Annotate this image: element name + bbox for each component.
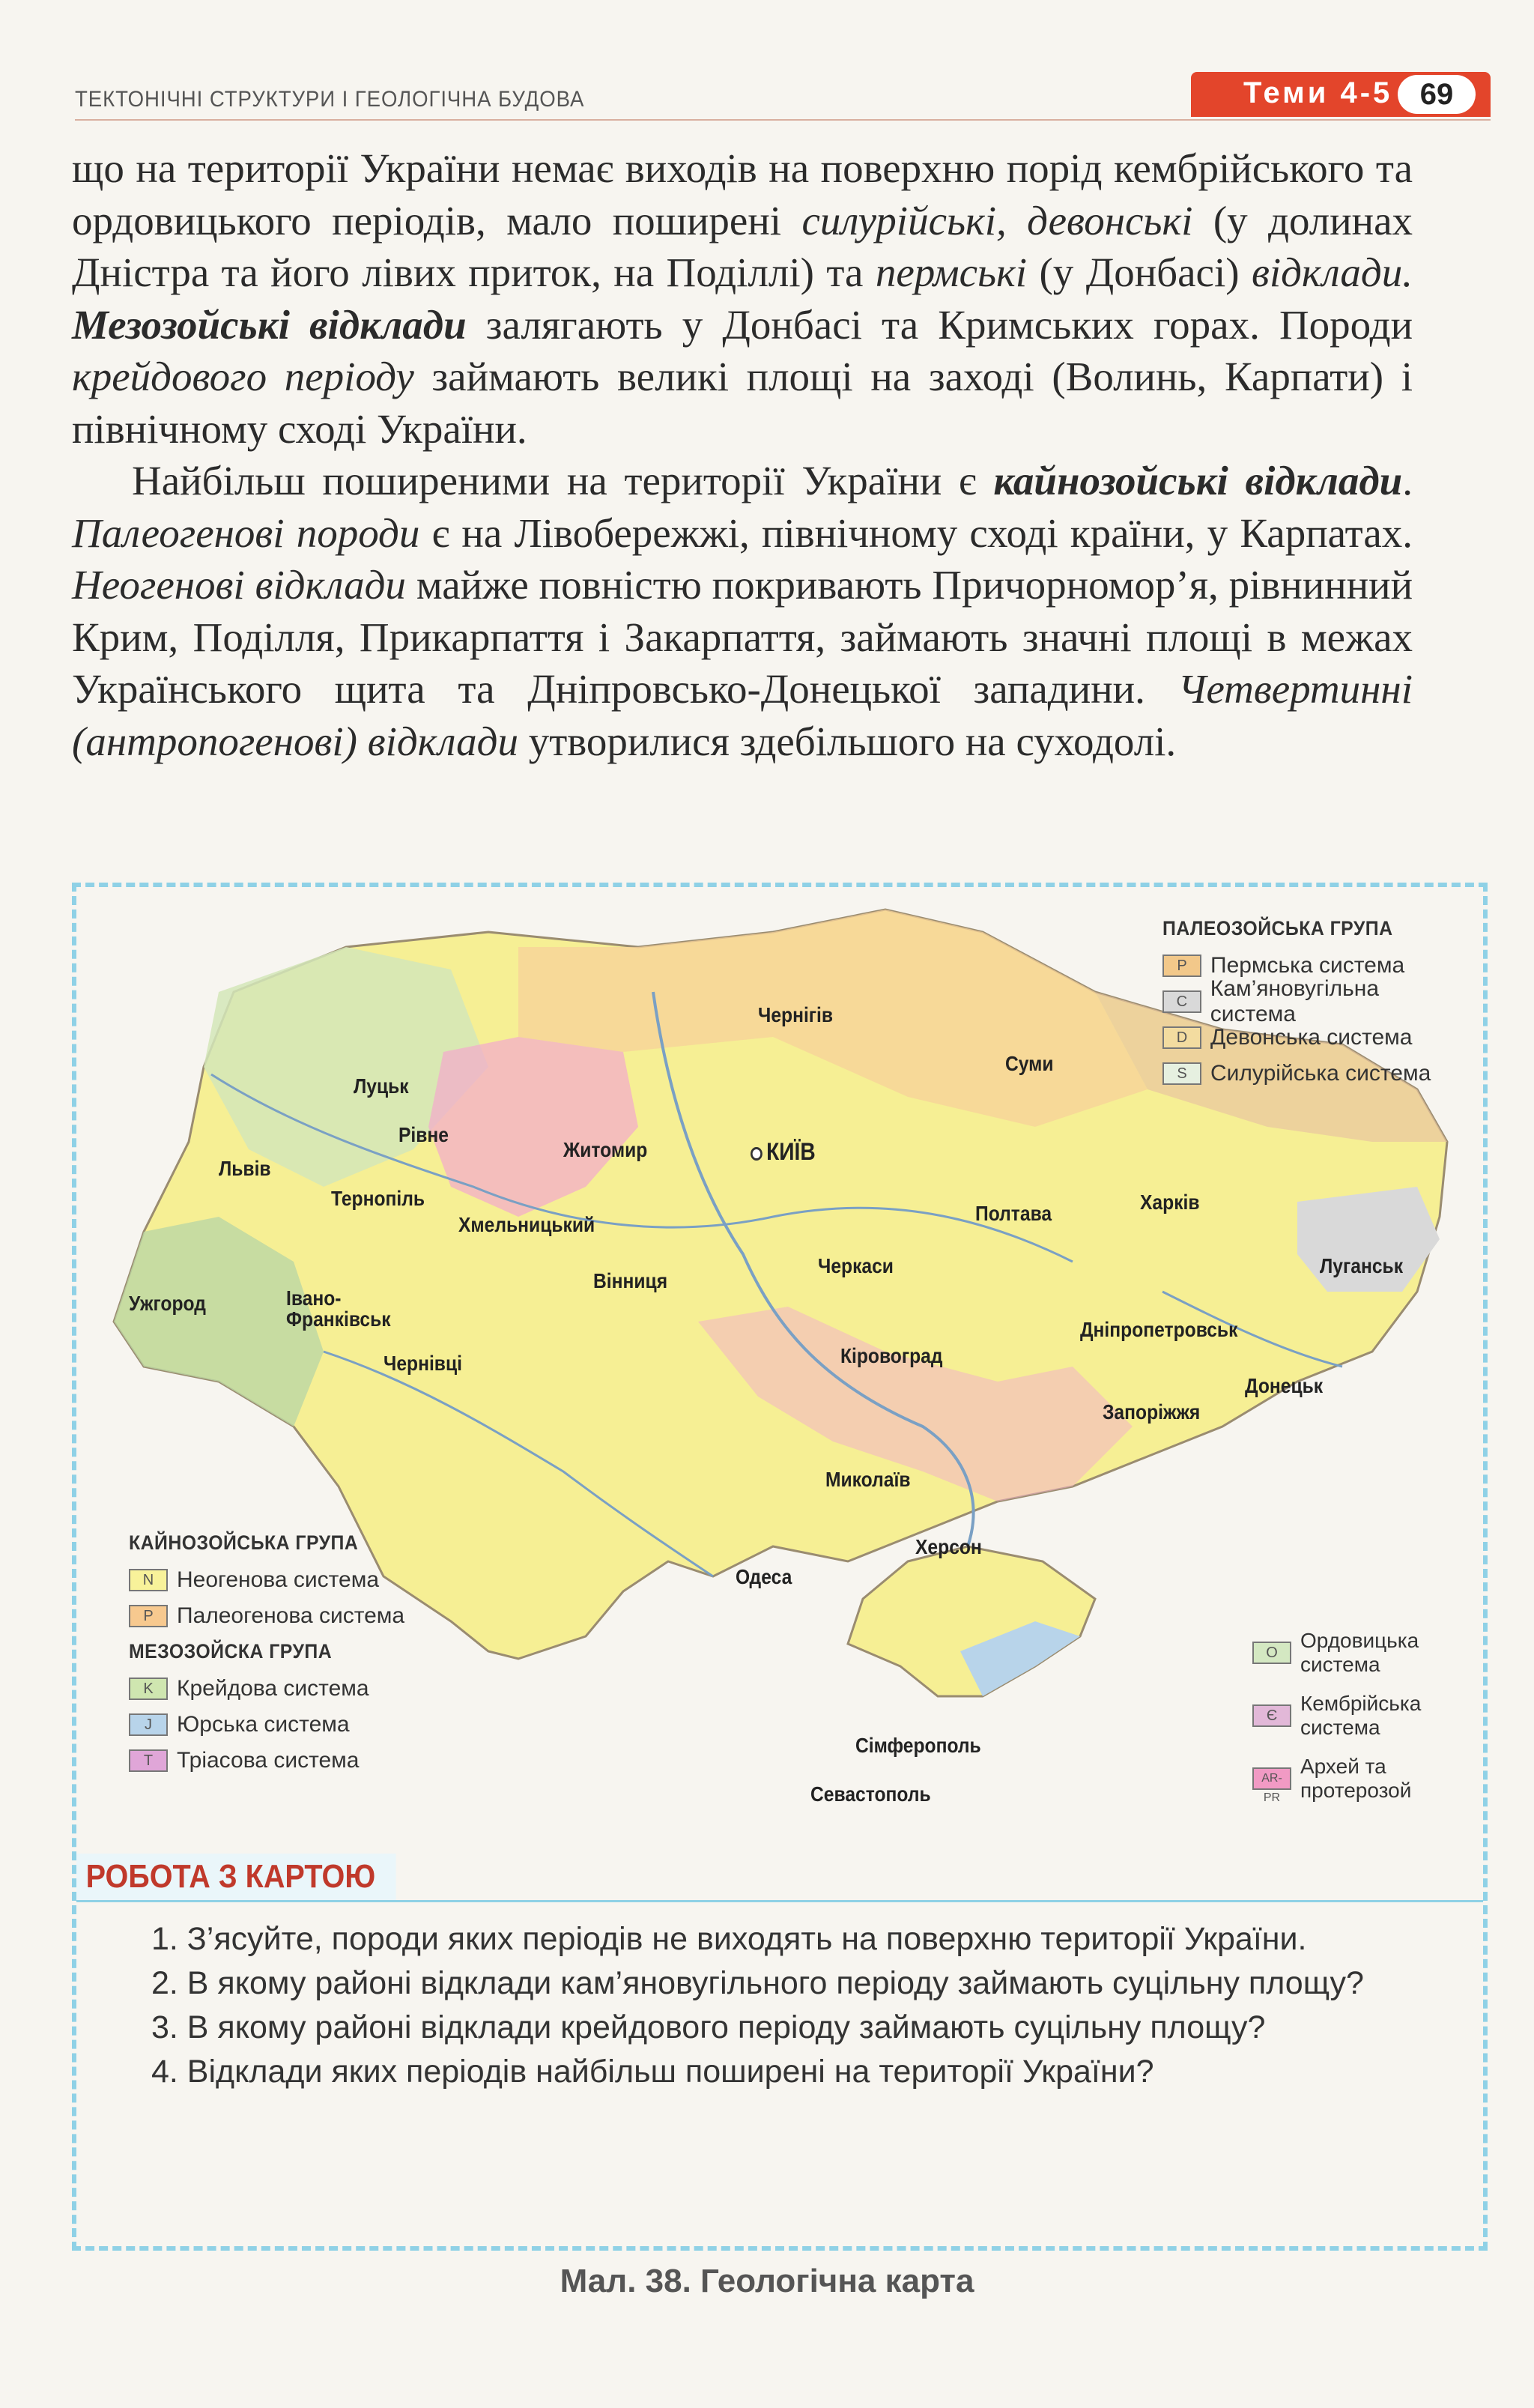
city-label: КИЇВ [751, 1138, 816, 1166]
paragraph-1: що на території України немає виходів на поверхню порід кембрійського та ордовицького періодів, мало поширені силурійські, девонські (у долинах Дністра та його лівих приток, на Поділлі) та пермські (у Донбасі) відклади. Мезозойські відклади залягають у Донбасі та Кримських горах. Породи крейдового періоду займають великі площі на заході (Волинь, Карпати) і північному сході України. [72, 145, 1413, 452]
city-label: Херсон [915, 1535, 982, 1558]
city-label: Хмельницький [458, 1213, 595, 1236]
city-label: Полтава [975, 1202, 1052, 1225]
legend-swatch: K [129, 1678, 168, 1700]
running-title: ТЕКТОНІЧНІ СТРУКТУРИ І ГЕОЛОГІЧНА БУДОВА [75, 87, 585, 112]
city-label: Кіровоград [840, 1344, 943, 1367]
city-label: Чернігів [758, 1003, 834, 1026]
legend-item: C Кам’яновугільна система [1162, 984, 1470, 1020]
legend-item: T Тріасова система [129, 1743, 404, 1779]
header-rule [75, 119, 1491, 121]
city-label: Тернопіль [331, 1187, 425, 1210]
topic-tab [1191, 72, 1491, 117]
legend-item: AR-PR Архей та протерозой [1252, 1747, 1462, 1810]
legend-title: ПАЛЕОЗОЙСЬКА ГРУПА [1162, 917, 1393, 940]
legend-swatch: P [1162, 955, 1201, 977]
city-label: Донецьк [1245, 1374, 1324, 1397]
city-label: Сімферополь [855, 1734, 981, 1757]
legend-swatch: O [1252, 1642, 1291, 1664]
city-label: Запоріжжя [1103, 1400, 1201, 1424]
map-questions [151, 1917, 1425, 2094]
city-label: Вінниця [593, 1269, 668, 1292]
page-header [75, 72, 1491, 124]
question-1: 1. З’ясуйте, породи яких періодів не виходять на поверхню території України. [151, 1921, 1307, 1957]
capital-marker [751, 1147, 763, 1161]
city-label: Миколаїв [825, 1468, 911, 1491]
question-3: 3. В якому районі відклади крейдового періоду займають суцільну площу? [151, 2009, 1266, 2045]
figure-caption: Мал. 38. Геологічна карта [560, 2263, 974, 2299]
city-label: Луганськ [1320, 1254, 1404, 1277]
city-label: Харків [1140, 1191, 1200, 1214]
legend-swatch: N [129, 1569, 168, 1591]
legend-title: КАЙНОЗОЙСЬКА ГРУПА [129, 1531, 359, 1554]
geological-map [99, 902, 1470, 1846]
city-label: Одеса [736, 1565, 792, 1588]
city-label: Івано-Франківськ [286, 1286, 391, 1331]
legend-item: K Крейдова система [129, 1671, 404, 1707]
question-4: 4. Відклади яких періодів найбільш поширені на території України? [151, 2054, 1154, 2090]
city-label: Луцьк [354, 1074, 409, 1098]
city-label: Суми [1005, 1052, 1054, 1075]
legend-item: S Силурійська система [1162, 1056, 1470, 1092]
legend-cenozoic [129, 1531, 404, 1779]
legend-swatch: J [129, 1713, 168, 1736]
legend-item: N Неогенова система [129, 1562, 404, 1598]
city-label: Житомир [563, 1138, 648, 1161]
city-label: Черкаси [818, 1254, 894, 1277]
paragraph-2: Найбільш поширеними на території України є кайнозойські відклади. Палеогенові породи є на Лівобережжі, північному сході країни, у Карпатах. Неогенові відклади майже повністю покривають Причорномор’я, рівнинний Крим, Поділля, Прикарпаття і Закарпаття, займають значні площі в межах Українського щита та Дніпровсько-Донецької западини. Четвертинні (антропогенові) відклади утворилися здебільшого на суходолі. [72, 458, 1413, 764]
legend-item: J Юрська система [129, 1707, 404, 1743]
legend-item: P Пермська система [1162, 948, 1470, 984]
city-label: Львів [219, 1157, 271, 1180]
legend-swatch: Є [1252, 1704, 1291, 1727]
legend-item: P Палеогенова система [129, 1598, 404, 1634]
legend-other [1252, 1621, 1462, 1810]
city-label: Чернівці [384, 1352, 462, 1375]
map-work-rule [76, 1900, 1483, 1902]
legend-swatch: C [1162, 990, 1201, 1013]
legend-item: D Девонська система [1162, 1020, 1470, 1056]
legend-swatch: T [129, 1749, 168, 1772]
legend-paleozoic [1162, 917, 1470, 1092]
city-label: Рівне [398, 1123, 449, 1146]
city-label: Ужгород [129, 1292, 206, 1315]
legend-item: Є Кембрійська система [1252, 1684, 1462, 1747]
page-number: 69 [1398, 75, 1476, 114]
city-label: Севастополь [810, 1782, 931, 1806]
legend-swatch: D [1162, 1026, 1201, 1049]
legend-item: O Ордовицька система [1252, 1621, 1462, 1684]
legend-swatch: P [129, 1605, 168, 1627]
legend-title: МЕЗОЗОЙСКА ГРУПА [129, 1640, 333, 1663]
city-label: Дніпропетровськ [1080, 1318, 1238, 1341]
topic-label: Теми 4-5 [1243, 76, 1393, 109]
map-work-title: РОБОТА З КАРТОЮ [76, 1854, 395, 1900]
legend-swatch: S [1162, 1062, 1201, 1085]
question-2: 2. В якому районі відклади кам’яновугільного періоду займають суцільну площу? [151, 1965, 1364, 2001]
body-text [72, 142, 1413, 767]
map-figure-box [72, 883, 1488, 2251]
legend-swatch: AR-PR [1252, 1767, 1291, 1790]
